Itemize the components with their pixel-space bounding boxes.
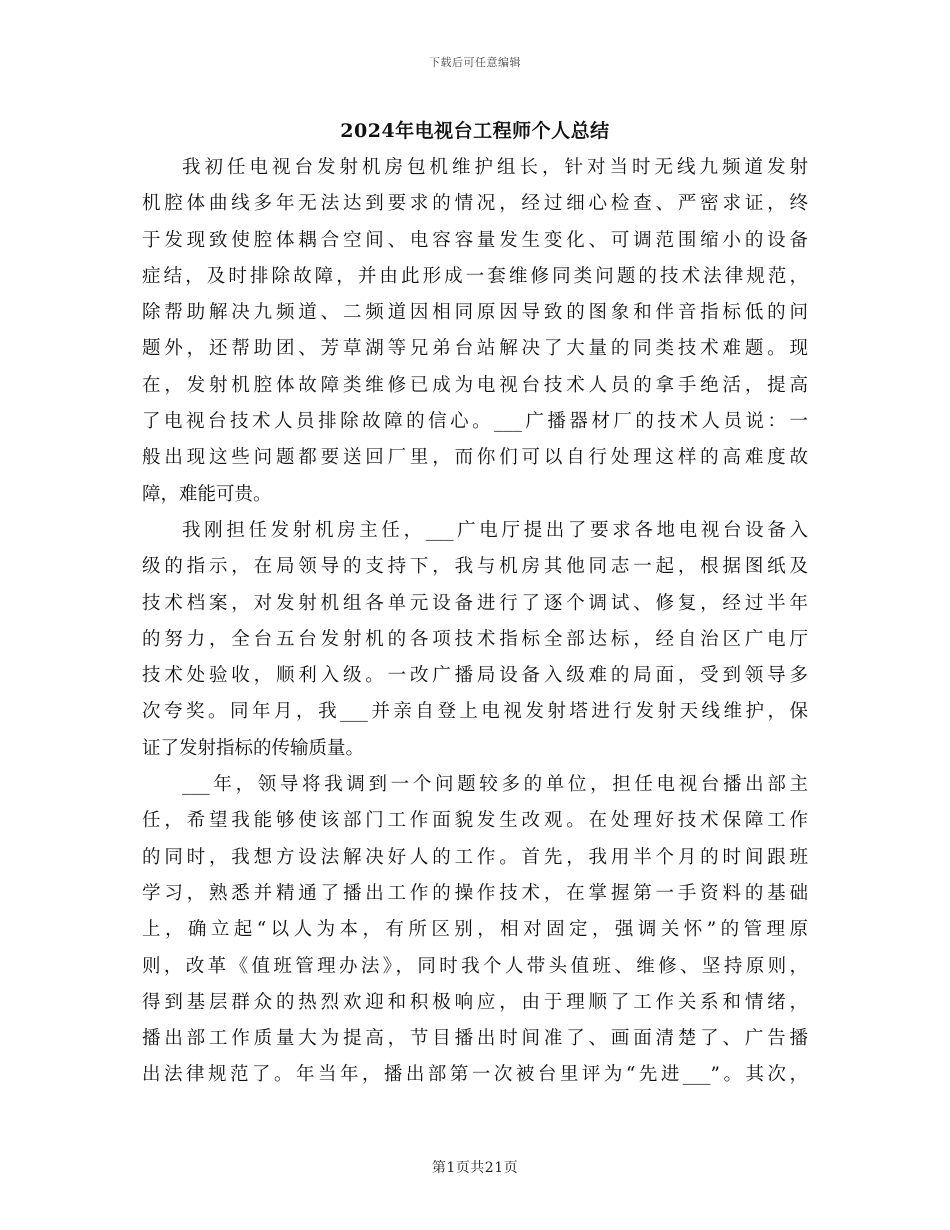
- paragraph-line: 了电视台技术人员排除故障的信心。___广播器材厂的技术人员说：一: [142, 411, 808, 433]
- paragraph-line: 题外，还帮助团、芳草湖等兄弟台站解决了大量的同类技术难题。现: [142, 338, 808, 360]
- paragraph-1: [142, 150, 808, 513]
- paragraph-3: [142, 767, 808, 1094]
- paragraph-line: 症结，及时排除故障，并由此形成一套维修同类问题的技术法律规范，: [142, 265, 808, 287]
- document-title: 2024年电视台工程师个人总结: [340, 120, 610, 142]
- paragraph-line: ___年，领导将我调到一个问题较多的单位，担任电视台播出部主: [182, 774, 808, 796]
- paragraph-line: 则，改革《值班管理办法》，同时我个人带头值班、维修、坚持原则，: [142, 955, 808, 977]
- paragraph-line: 在，发射机腔体故障类维修已成为电视台技术人员的拿手绝活，提高: [142, 374, 808, 396]
- document-body: [142, 150, 808, 1094]
- paragraph-line: 出法律规范了。年当年，播出部第一次被台里评为“先进___”。其次，: [142, 1064, 808, 1086]
- page-header-note: 下载后可任意编辑: [429, 56, 521, 69]
- paragraph-line: 播出部工作质量大为提高，节目播出时间准了、画面清楚了、广告播: [142, 1028, 808, 1050]
- page-number: 第1页共21页: [431, 1160, 519, 1176]
- paragraph-line: 次夸奖。同年月，我___并亲自登上电视发射塔进行发射天线维护，保: [142, 701, 808, 723]
- paragraph-line: 技术档案，对发射机组各单元设备进行了逐个调试、修复，经过半年: [142, 592, 808, 614]
- paragraph-line: 的努力，全台五台发射机的各项技术指标全部达标，经自治区广电厅: [142, 628, 808, 650]
- paragraph-line: 除帮助解决九频道、二频道因相同原因导致的图象和伴音指标低的问: [142, 302, 808, 324]
- paragraph-line: 上，确立起“以人为本，有所区别，相对固定，强调关怀”的管理原: [142, 919, 808, 941]
- paragraph-line: 我刚担任发射机房主任，___广电厅提出了要求各地电视台设备入: [182, 519, 808, 541]
- paragraph-line: 证了发射指标的传输质量。: [142, 737, 365, 759]
- paragraph-line: 任，希望我能够使该部门工作面貌发生改观。在处理好技术保障工作: [142, 810, 808, 832]
- paragraph-line: 的同时，我想方设法解决好人的工作。首先，我用半个月的时间跟班: [142, 846, 808, 868]
- paragraph-line: 技术处验收，顺利入级。一改广播局设备入级难的局面，受到领导多: [142, 665, 808, 687]
- paragraph-line: 于发现致使腔体耦合空间、电容容量发生变化、可调范围缩小的设备: [142, 229, 808, 251]
- paragraph-line: 般出现这些问题都要送回厂里，而你们可以自行处理这样的高难度故: [142, 447, 808, 469]
- paragraph-line: 学习，熟悉并精通了播出工作的操作技术，在掌握第一手资料的基础: [142, 882, 808, 904]
- paragraph-line: 得到基层群众的热烈欢迎和积极响应，由于理顺了工作关系和情绪，: [142, 991, 808, 1013]
- paragraph-line: 级的指示，在局领导的支持下，我与机房其他同志一起，根据图纸及: [142, 556, 808, 578]
- paragraph-line: 我初任电视台发射机房包机维护组长，针对当时无线九频道发射: [182, 157, 808, 178]
- paragraph-line: 机腔体曲线多年无法达到要求的情况，经过细心检查、严密求证，终: [142, 193, 808, 215]
- paragraph-2: [142, 513, 808, 767]
- paragraph-line: 障，难能可贵。: [142, 483, 272, 505]
